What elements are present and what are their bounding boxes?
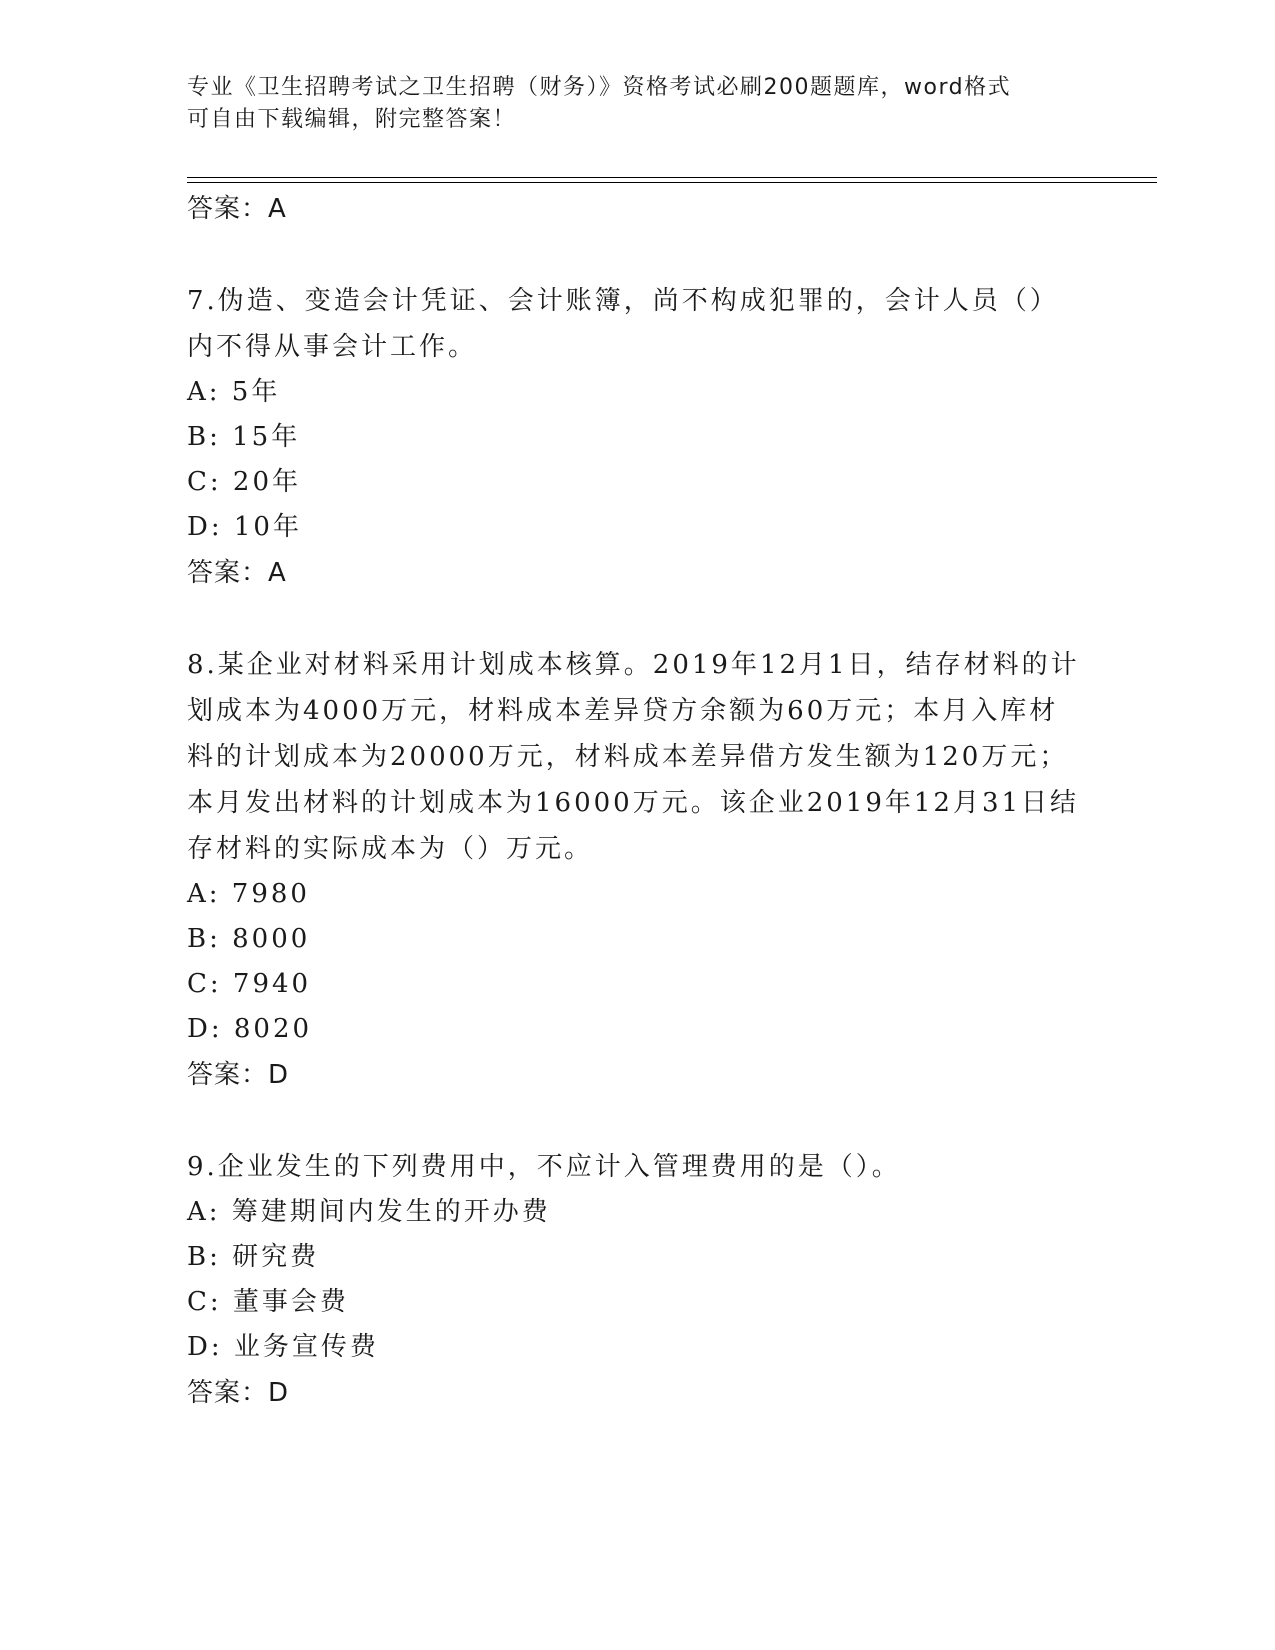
option-c: C: 20年 xyxy=(187,467,302,497)
question-item xyxy=(187,642,1087,1098)
option-b: B: 15年 xyxy=(187,422,301,452)
document-header xyxy=(187,72,1087,136)
answer-label: 答案：A xyxy=(187,558,287,588)
question-stem-line: 存材料的实际成本为（）万元。 xyxy=(187,834,594,864)
answer-label: 答案：D xyxy=(187,1060,290,1090)
option-b: B: 8000 xyxy=(187,924,311,954)
question-stem-line: 7.伪造、变造会计凭证、会计账簿，尚不构成犯罪的，会计人员（） xyxy=(187,286,1059,316)
question-item xyxy=(187,278,1087,596)
answer-label: 答案：D xyxy=(187,1378,290,1408)
spacer xyxy=(187,596,1087,642)
header-divider-bottom xyxy=(187,182,1157,183)
option-b: B: 研究费 xyxy=(187,1242,320,1272)
question-item xyxy=(187,1144,1087,1416)
header-divider-top xyxy=(187,177,1157,178)
option-d: D: 8020 xyxy=(187,1014,313,1044)
spacer xyxy=(187,1098,1087,1144)
option-a: A: 7980 xyxy=(187,879,310,909)
question-stem xyxy=(187,642,1087,872)
header-line-1: 专业《卫生招聘考试之卫生招聘（财务）》资格考试必刷200题题库，word格式 xyxy=(187,75,1012,100)
option-d: D: 10年 xyxy=(187,512,302,542)
option-c: C: 董事会费 xyxy=(187,1287,349,1317)
option-c: C: 7940 xyxy=(187,969,312,999)
question-stem-line: 9.企业发生的下列费用中，不应计入管理费用的是（）。 xyxy=(187,1152,901,1182)
question-stem-line: 内不得从事会计工作。 xyxy=(187,332,478,362)
option-d: D: 业务宣传费 xyxy=(187,1332,379,1362)
option-a: A: 筹建期间内发生的开办费 xyxy=(187,1197,551,1227)
question-stem-line: 料的计划成本为20000万元，材料成本差异借方发生额为120万元； xyxy=(187,742,1069,772)
option-a: A: 5年 xyxy=(187,377,281,407)
question-stem-line: 划成本为4000万元，材料成本差异贷方余额为60万元；本月入库材 xyxy=(187,696,1059,726)
question-stem xyxy=(187,278,1087,370)
question-stem-line: 本月发出材料的计划成本为16000万元。该企业2019年12月31日结 xyxy=(187,788,1080,818)
question-list xyxy=(187,186,1087,1416)
header-line-2: 可自由下载编辑，附完整答案！ xyxy=(187,107,517,132)
question-stem xyxy=(187,1144,1087,1190)
question-stem-line: 8.某企业对材料采用计划成本核算。2019年12月1日，结存材料的计 xyxy=(187,650,1080,680)
spacer xyxy=(187,232,1087,278)
answer-label: 答案：A xyxy=(187,194,287,224)
